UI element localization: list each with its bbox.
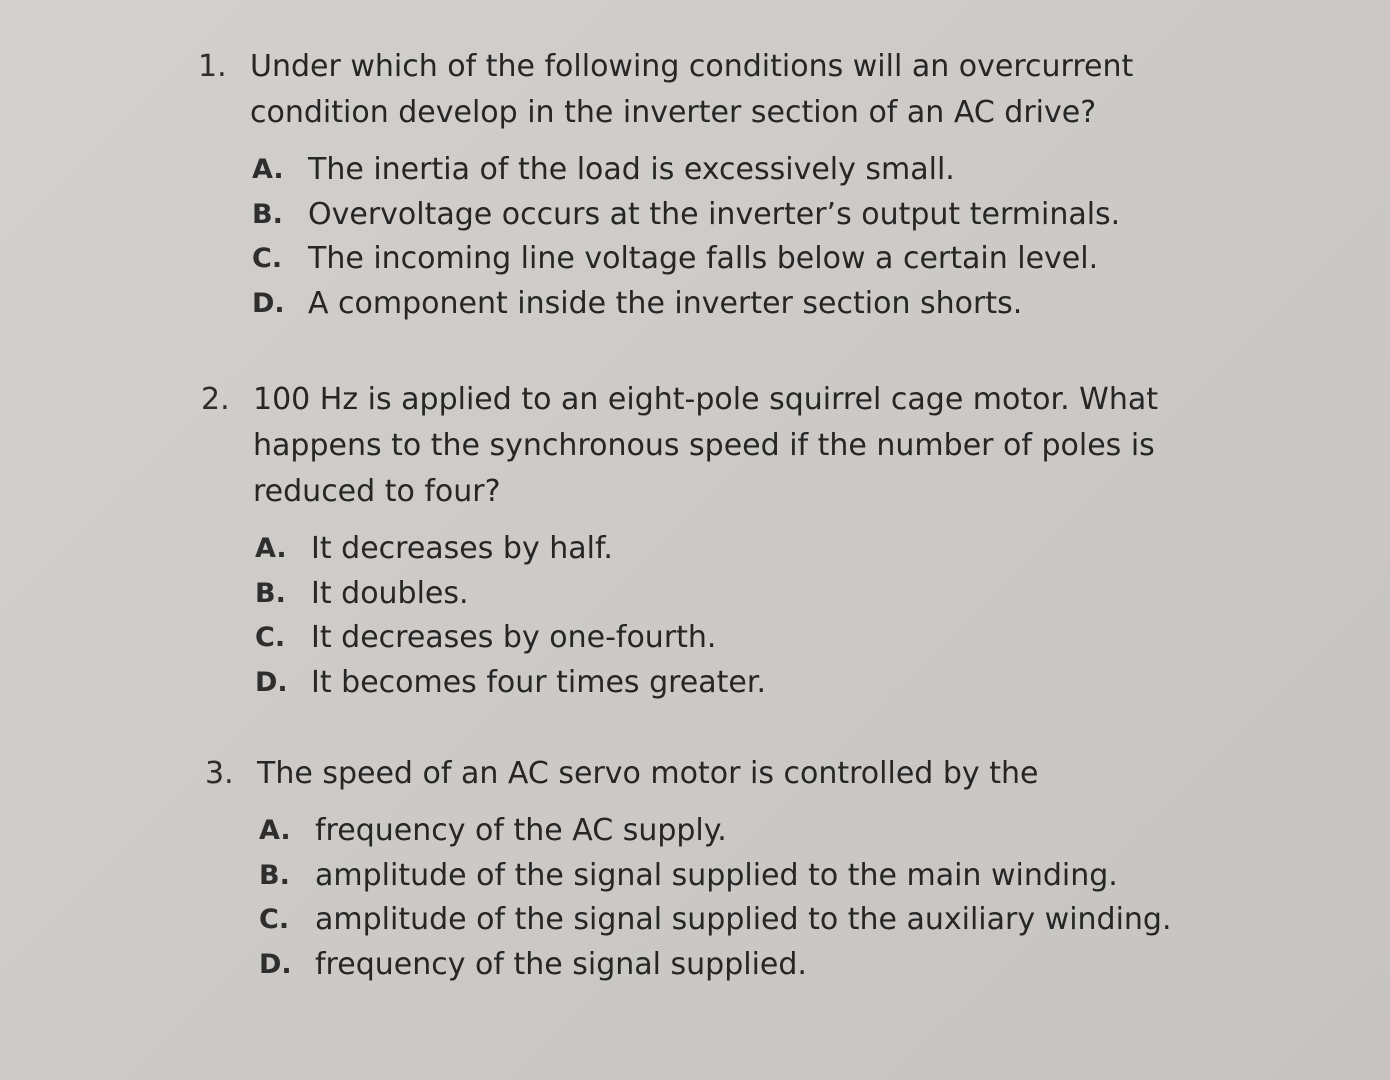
question-text-line: The speed of an AC servo motor is controlled by the [257, 756, 1039, 791]
option-letter: B. [259, 859, 290, 891]
question-stem [205, 751, 1305, 797]
question-number: 2. [201, 382, 230, 417]
option-text: A component inside the inverter section shorts. [308, 285, 1023, 321]
answer-option-d[interactable] [259, 943, 1305, 988]
answer-options [255, 527, 1301, 705]
option-letter: A. [255, 533, 287, 564]
question-text-line: Under which of the following conditions will an overcurrent [250, 49, 1134, 84]
option-letter: C. [252, 243, 283, 274]
option-letter: C. [259, 904, 290, 935]
option-text: Overvoltage occurs at the inverter’s output terminals. [308, 196, 1121, 232]
option-text: frequency of the signal supplied. [315, 946, 807, 982]
option-text: amplitude of the signal supplied to the main winding. [315, 857, 1118, 893]
option-letter: C. [255, 622, 286, 653]
answer-option-c[interactable] [252, 237, 1298, 282]
option-text: The incoming line voltage falls below a certain level. [308, 241, 1099, 276]
answer-option-b[interactable] [259, 854, 1305, 899]
option-letter: A. [259, 815, 291, 846]
question-text [253, 377, 1301, 515]
question-1 [198, 44, 1298, 326]
question-stem [201, 377, 1301, 515]
question-2 [201, 377, 1301, 705]
answer-option-d[interactable] [255, 661, 1301, 706]
answer-option-c[interactable] [259, 898, 1305, 943]
option-text: It decreases by one-fourth. [311, 620, 717, 655]
option-text: amplitude of the signal supplied to the auxiliary winding. [315, 902, 1172, 937]
option-text: It doubles. [311, 575, 469, 611]
question-text-line: condition develop in the inverter section of an AC drive? [250, 95, 1097, 130]
option-text: frequency of the AC supply. [315, 813, 727, 848]
answer-option-a[interactable] [255, 527, 1301, 572]
option-letter: B. [252, 198, 283, 230]
answer-option-d[interactable] [252, 282, 1298, 327]
question-text-line: 100 Hz is applied to an eight-pole squirrel cage motor. What [253, 382, 1158, 417]
answer-options [252, 148, 1298, 326]
question-text-line: happens to the synchronous speed if the number of poles is [253, 428, 1155, 463]
question-number: 1. [198, 49, 227, 84]
answer-option-b[interactable] [252, 193, 1298, 238]
answer-option-b[interactable] [255, 572, 1301, 617]
question-stem [198, 44, 1298, 136]
answer-option-a[interactable] [252, 148, 1298, 193]
answer-option-a[interactable] [259, 809, 1305, 854]
option-letter: D. [255, 666, 288, 698]
question-number: 3. [205, 756, 234, 791]
answer-options [259, 809, 1305, 987]
question-text [250, 44, 1298, 136]
option-letter: D. [252, 287, 285, 319]
question-text-line: reduced to four? [253, 474, 501, 509]
option-letter: D. [259, 948, 292, 980]
option-letter: A. [252, 154, 284, 185]
answer-option-c[interactable] [255, 616, 1301, 661]
question-3 [205, 751, 1305, 987]
question-text [257, 751, 1305, 797]
option-text: It becomes four times greater. [311, 664, 766, 700]
option-text: The inertia of the load is excessively small. [308, 152, 955, 187]
option-text: It decreases by half. [311, 531, 613, 566]
option-letter: B. [255, 577, 286, 609]
